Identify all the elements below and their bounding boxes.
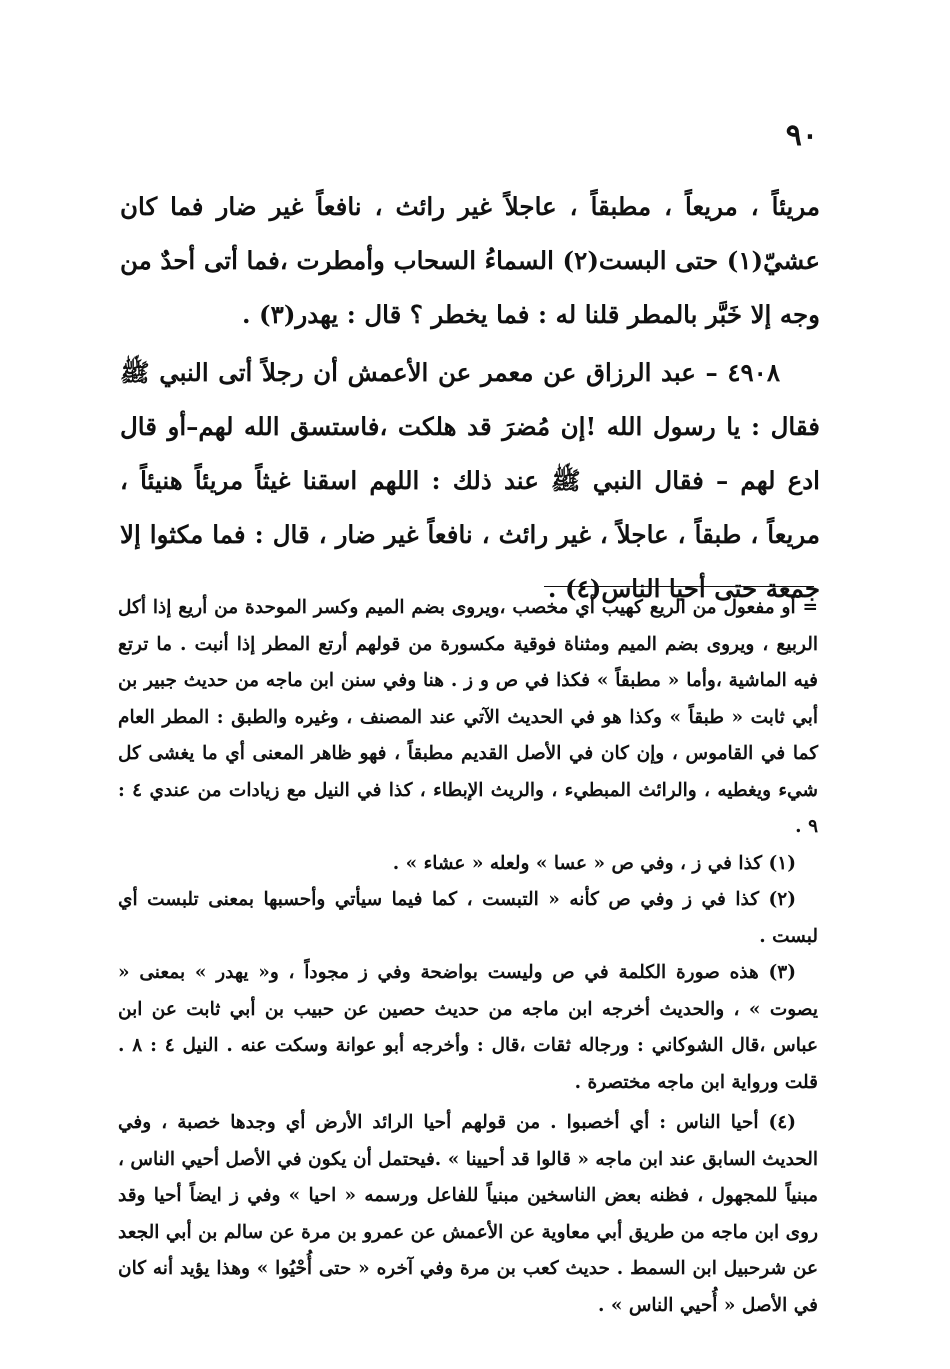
footnote-2: (٢) كذا في ز وفي ص كأنه « التبست ، كما فيما سيأتي وأحسبها بمعنى تلبست أي لبست . bbox=[118, 889, 818, 947]
hadith-4908: ٤٩٠٨ – عبد الرزاق عن معمر عن الأعمش أن رجلاً أتى النبي ﷺ فقال : يا رسول الله !إن مُضرَ قد هلكت ،فاستسق الله لهم–أو قال ادع لهم – فقال النبي ﷺ عند ذلك : اللهم اسقنا غيثاً مريئاً هنيئاً ، مريعاً ، طبقاً ، عاجلاً ، غير رائث ، نافعاً غير ضار ، قال : فما مكثوا إلا جمعة حتى أحيا الناس(٤) . bbox=[120, 358, 820, 603]
footnote-1: (١) كذا في ز ، وفي ص « عسا » ولعله « عشاء » . bbox=[392, 852, 796, 874]
footnotes bbox=[118, 590, 818, 1324]
footnote-4: (٤) أحيا الناس : أي أخصبوا . من قولهم أحيا الرائد الأرض أي وجدها خصبة ، وفي الحديث السابق عند ابن ماجه « قالوا قد أحيينا » .فيحتمل أن يكون في الأصل أحيي الناس ، مبنياً للمجهول ، فظنه بعض الناسخين مبنياً للفاعل ورسمه « احيا » وفي ز ايضاً أحيا وقد روى ابن ماجه من طريق أبي معاوية عن الأعمش عن عمرو بن مرة عن سالم بن أبي الجعد عن شرحبيل ابن السمط . حديث كعب بن مرة وفي آخره « حتى أُحْيُوا » وهذا يؤيد أنه كان في الأصل « أُحيي الناس » . bbox=[118, 1112, 818, 1316]
footnote-continuation: = أو مفعول من الريع كهيب أي مخصب ،ويروى بضم الميم وكسر الموحدة من أريع إذا أكل الربيع ، ويروى بضم الميم ومثناة فوقية مكسورة من قولهم أرتع المطر إذا أنبت . ما ترتع فيه الماشية ،وأما « مطبقاً » فكذا في ص و ز . هنا وفي سنن ابن ماجه من حديث جبير بن أبي ثابت « طبقاً » وكذا هو في الحديث الآتي عند المصنف ، وغيره والطبق : المطر العام كما في القاموس ، وإن كان في الأصل القديم مطبقاً ، فهو ظاهر المعنى أي ما يغشى كل شيء ويغطيه ، والرائث المبطيء ، والريث الإبطاء ، كذا في النيل مع زيادات من عندي ٤ : ٩ . bbox=[118, 597, 818, 837]
page-number: ٩٠ bbox=[785, 118, 818, 153]
footnote-separator bbox=[544, 586, 814, 587]
main-text bbox=[120, 180, 820, 620]
main-paragraph-1: مريئاً ، مريعاً ، مطبقاً ، عاجلاً غير رائث ، نافعاً غير ضار فما كان عشي‌ّ(١) حتى البست(٢) السماءُ السحاب وأمطرت ،فما أتى أحدٌ من وجه إلا خَبَّر بالمطر قلنا له : فما يخطر ؟ قال : يهدر(٣) . bbox=[120, 192, 821, 329]
footnote-3: (٣) هذه صورة الكلمة في ص وليست بواضحة وفي ز مجوداً ، و« يهدر » بمعنى « يصوت » ، والحديث أخرجه ابن ماجه من حديث حصين عن حبيب بن أبي ثابت عن ابن عباس ،قال الشوكاني : ورجاله ثقات ،قال : وأخرجه أبو عوانة وسكت عنه . النيل ٤ : ٨ . قلت ورواية ابن ماجه مختصرة . bbox=[118, 962, 818, 1093]
